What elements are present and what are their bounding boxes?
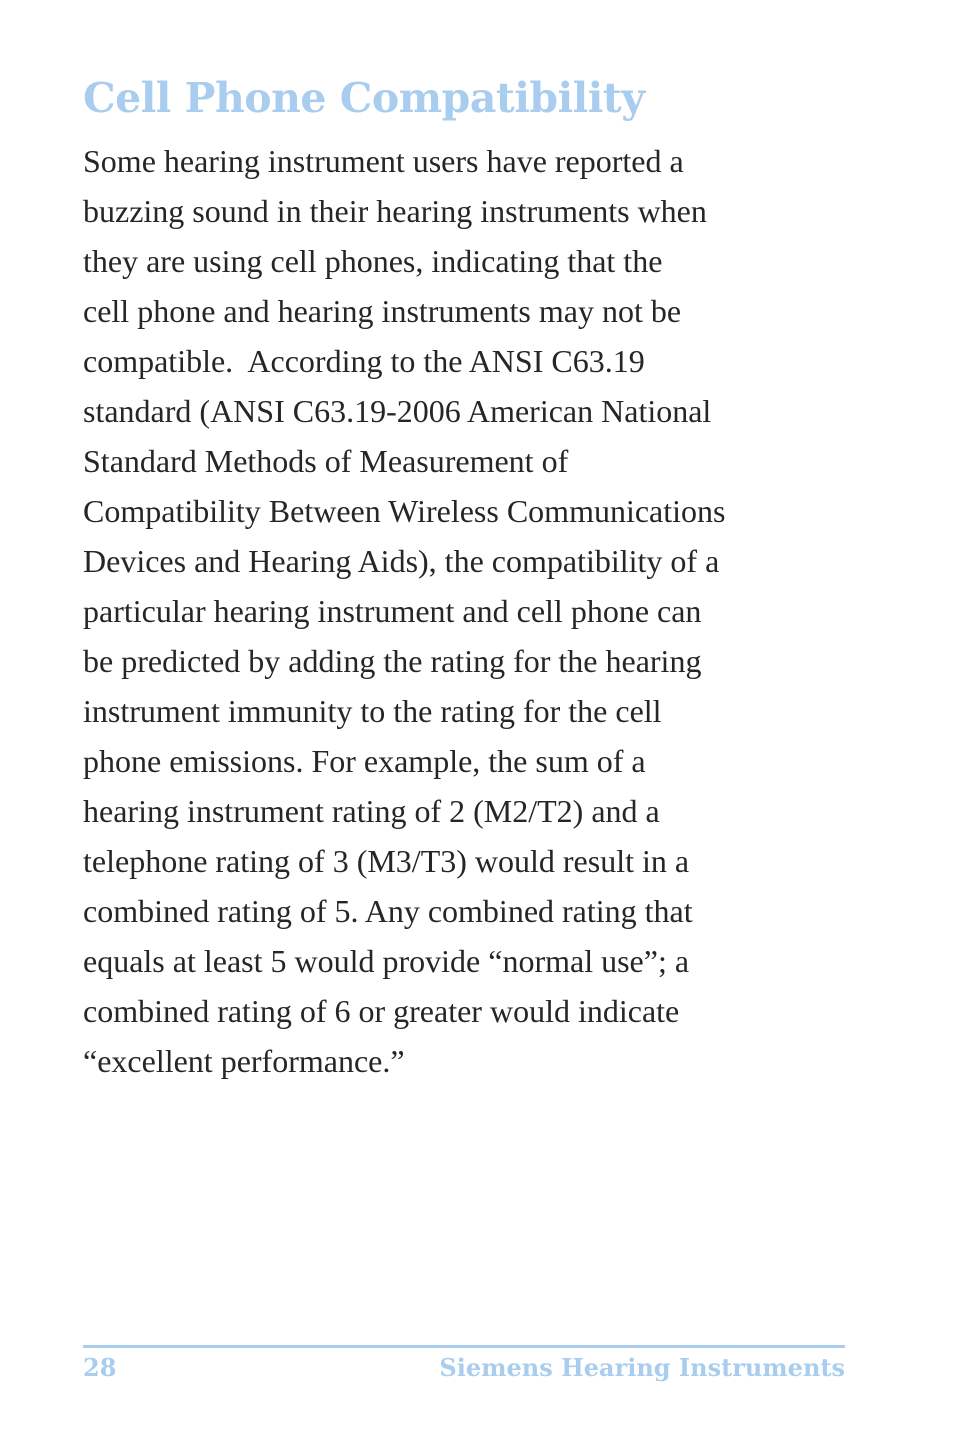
page-title: Cell Phone Compatibility (83, 74, 645, 122)
paragraph-line: Devices and Hearing Aids), the compatibility of a (83, 543, 720, 579)
paragraph-line: hearing instrument rating of 2 (M2/T2) and a (83, 793, 660, 829)
footer-brand: Siemens Hearing Instruments (439, 1353, 845, 1382)
paragraph-line: particular hearing instrument and cell phone can (83, 593, 702, 629)
paragraph-line: Compatibility Between Wireless Communications (83, 493, 726, 529)
paragraph-line: compatible. According to the ANSI C63.19 (83, 343, 645, 379)
paragraph-line: instrument immunity to the rating for the cell (83, 693, 662, 729)
paragraph-line: they are using cell phones, indicating that the (83, 243, 663, 279)
paragraph-line: equals at least 5 would provide “normal use”; a (83, 943, 690, 979)
paragraph-line: combined rating of 5. Any combined rating that (83, 893, 693, 929)
paragraph-line: Some hearing instrument users have reported a (83, 143, 684, 179)
paragraph-line: standard (ANSI C63.19-2006 American National (83, 393, 712, 429)
paragraph-line: cell phone and hearing instruments may not be (83, 293, 682, 329)
paragraph-line: buzzing sound in their hearing instruments when (83, 193, 707, 229)
paragraph-line: be predicted by adding the rating for the hearing (83, 643, 702, 679)
paragraph-line: telephone rating of 3 (M3/T3) would result in a (83, 843, 690, 879)
paragraph-line: “excellent performance.” (83, 1043, 405, 1079)
paragraph-line: Standard Methods of Measurement of (83, 443, 569, 479)
body-paragraph (83, 136, 883, 1086)
paragraph-line: combined rating of 6 or greater would indicate (83, 993, 680, 1029)
page-number: 28 (83, 1353, 117, 1382)
paragraph-line: phone emissions. For example, the sum of a (83, 743, 646, 779)
footer-divider (83, 1345, 845, 1348)
